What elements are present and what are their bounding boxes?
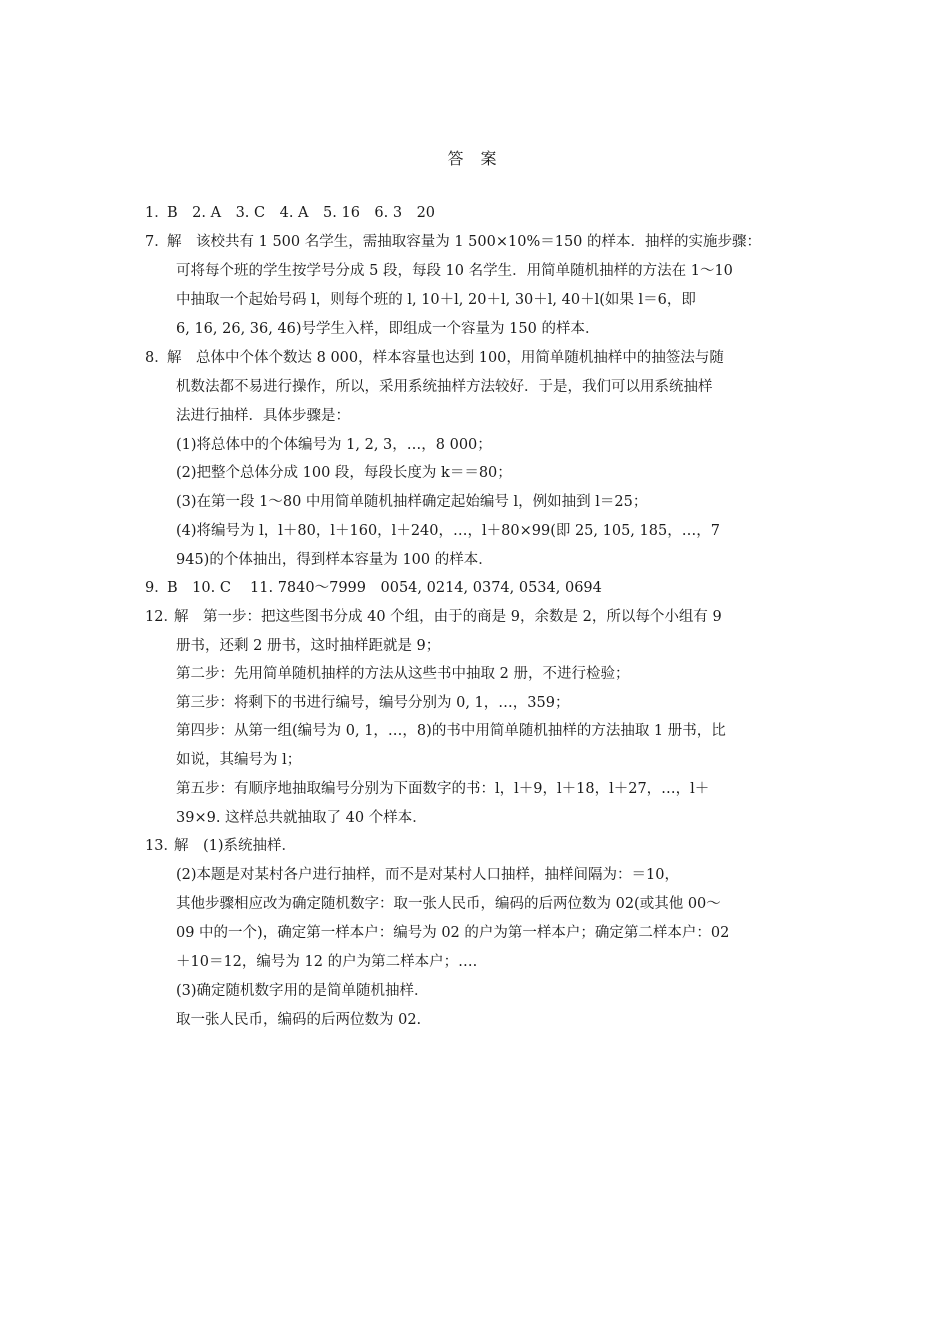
answer-line: 如说，其编号为 l； [176,752,302,768]
answer-line: (4)将编号为 l，l＋80，l＋160，l＋240，…，l＋80×99(即 25, 105, 185，…，7 [176,523,720,539]
answer-line: 945)的个体抽出，得到样本容量为 100 的样本． [176,552,493,568]
answer-line: B 2. A 3. C 4. A 5. 16 6. 3 20 [167,205,436,221]
answer-line: (3)在第一段 1～80 中用简单随机抽样确定起始编号 l，例如抽到 l＝25； [176,494,648,510]
answer-line: 可将每个班的学生按学号分成 5 段，每段 10 名学生．用简单随机抽样的方法在 1～10 [176,263,733,279]
answer-line: ＋10＝12，编号为 12 的户为第二样本户；…. [176,954,478,970]
answer-line: (1)将总体中的个体编号为 1, 2, 3，…，8 000； [176,437,492,453]
answer-line: B 10. C 11. 7840～7999 0054, 0214, 0374, 0534, 0694 [167,580,602,596]
answer-line: 解 该校共有 1 500 名学生，需抽取容量为 1 500×10%＝150 的样本．抽样的实施步骤： [167,234,762,250]
answer-line: (2)本题是对某村各户进行抽样，而不是对某村人口抽样，抽样间隔为：＝10， [176,867,679,883]
answer-line: 解 总体中个体个数达 8 000，样本容量也达到 100，用简单随机抽样中的抽签法与随 [167,350,724,366]
answer-line: 第四步：从第一组(编号为 0, 1，…，8)的书中用简单随机抽样的方法抽取 1 册书，比 [176,723,726,739]
question-number: 8． [145,350,169,366]
answer-line: 解 第一步：把这些图书分成 40 个组，由于的商是 9，余数是 2，所以每个小组有 9 [174,609,722,625]
answer-line: 6, 16, 26, 36, 46)号学生入样，即组成一个容量为 150 的样本． [176,321,600,337]
question-number: 12． [145,609,178,625]
answer-line: 机数法都不易进行操作，所以，采用系统抽样方法较好．于是，我们可以用系统抽样 [176,379,713,395]
answer-line: (3)确定随机数字用的是简单随机抽样． [176,983,429,999]
answer-line: 法进行抽样．具体步骤是： [176,408,350,424]
question-number: 13． [145,838,178,854]
question-number: 1． [145,205,169,221]
answer-line: 第五步：有顺序地抽取编号分别为下面数字的书：l，l＋9，l＋18，l＋27，…，l＋ [176,781,710,797]
answer-line: 39×9. 这样总共就抽取了 40 个样本． [176,810,427,826]
answer-line: 第三步：将剩下的书进行编号，编号分别为 0, 1，…，359； [176,695,570,711]
answer-line: 解 (1)系统抽样． [174,838,297,854]
answer-line: 取一张人民币，编码的后两位数为 02. [176,1012,422,1028]
question-number: 7． [145,234,169,250]
answer-line: (2)把整个总体分成 100 段，每段长度为 k＝＝80； [176,465,512,481]
page-title: 答 案 [447,149,503,168]
answer-line: 第二步：先用简单随机抽样的方法从这些书中抽取 2 册，不进行检验； [176,666,630,682]
answer-line: 册书，还剩 2 册书，这时抽样距就是 9； [176,638,441,654]
answer-line: 中抽取一个起始号码 l，则每个班的 l, 10＋l, 20＋l, 30＋l, 40＋l(如果 l＝6，即 [176,292,696,308]
answer-line: 其他步骤相应改为确定随机数字：取一张人民币，编码的后两位数为 02(或其他 00～ [176,896,721,912]
question-number: 9． [145,580,169,596]
answer-line: 09 中的一个)，确定第一样本户：编号为 02 的户为第一样本户；确定第二样本户：02 [176,925,730,941]
